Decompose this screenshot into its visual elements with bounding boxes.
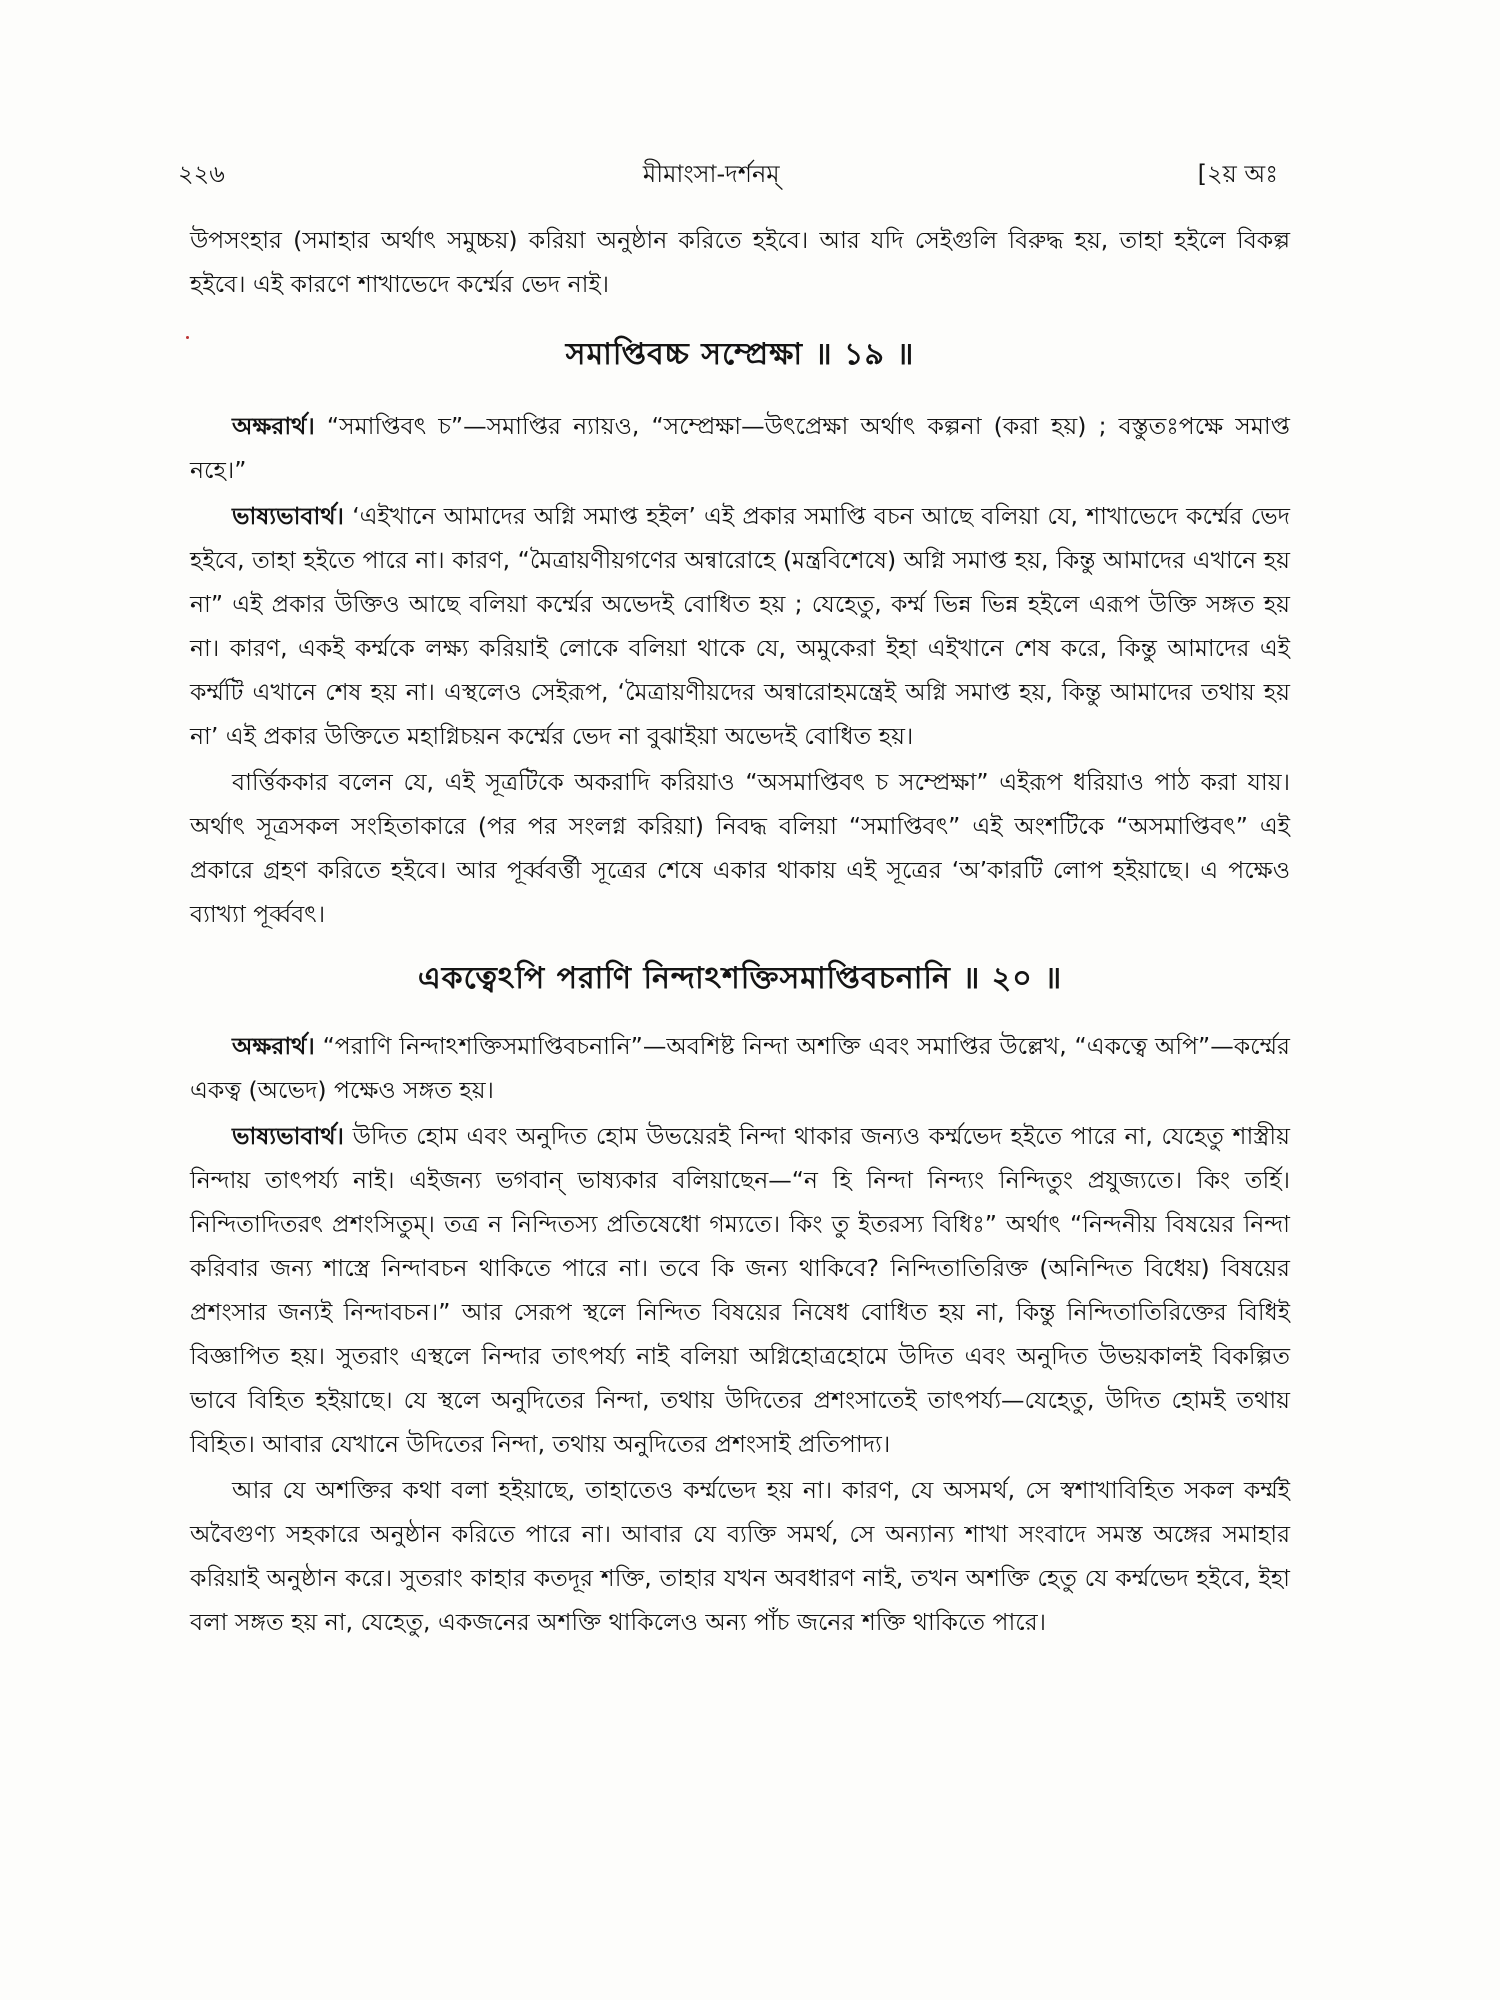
sutra-20-meaning	[190, 1024, 1290, 1112]
page-body	[190, 218, 1290, 1644]
sutra-19-heading: সমাপ্তিবচ্চ সম্প্রেক্ষা ॥ ১৯ ॥	[565, 337, 915, 372]
sutra-20-heading: একত্বেঽপি পরাণি নিন্দাঽশক্তিসমাপ্তিবচনানি ॥ ২০ ॥	[417, 961, 1063, 996]
bhashya-text: উদিত হোম এবং অনুদিত হোম উভয়েরই নিন্দা থাকার জন্যও কর্ম্মভেদ হইতে পারে না, যেহেতু শাস্ত্রীয় নিন্দায় তাৎপর্য্য নাই। এইজন্য ভগবান্ ভাষ্যকার বলিয়াছেন—“ন হি নিন্দা নিন্দ্যং নিন্দিতুং প্রযুজ্যতে। কিং তর্হি। নিন্দিতাদিতরৎ প্রশংসিতুম্। তত্র ন নিন্দিতস্য প্রতিষেধো গম্যতে। কিং তু ইতরস্য বিধিঃ” অর্থাৎ “নিন্দনীয় বিষয়ের নিন্দা করিবার জন্য শাস্ত্রে নিন্দাবচন থাকিতে পারে না। তবে কি জন্য থাকিবে? নিন্দিতাতিরিক্ত (অনিন্দিত বিধেয়) বিষয়ের প্রশংসার জন্যই নিন্দাবচন।” আর সেরূপ স্থলে নিন্দিত বিষয়ের নিষেধ বোধিত হয় না, কিন্তু নিন্দিতাতিরিক্তের বিধিই বিজ্ঞাপিত হয়। সুতরাং এস্থলে নিন্দার তাৎপর্য্য নাই বলিয়া অগ্নিহোত্রহোমে উদিত এবং অনুদিত উভয়কালই বিকল্পিত ভাবে বিহিত হইয়াছে। যে স্থলে অনুদিতের নিন্দা, তথায় উদিতের প্রশংসাতেই তাৎপর্য্য—যেহেতু, উদিত হোমই তথায় বিহিত। আবার যেখানে উদিতের নিন্দা, তথায় অনুদিতের প্রশংসাই প্রতিপাদ্য।	[190, 1122, 1290, 1458]
meaning-label: অক্ষরার্থ।	[232, 1032, 315, 1060]
bhashya-label: ভাষ্যভাবার্থ।	[232, 1122, 344, 1150]
bhashya-text: ‘এইখানে আমাদের অগ্নি সমাপ্ত হইল’ এই প্রকার সমাপ্তি বচন আছে বলিয়া যে, শাখাভেদে কর্ম্মের ভেদ হইবে, তাহা হইতে পারে না। কারণ, “মৈত্রায়ণীয়গণের অন্বারোহে (মন্ত্রবিশেষে) অগ্নি সমাপ্ত হয়, কিন্তু আমাদের এখানে হয় না” এই প্রকার উক্তিও আছে বলিয়া কর্ম্মের অভেদই বোধিত হয় ; যেহেতু, কর্ম্ম ভিন্ন ভিন্ন হইলে এরূপ উক্তি সঙ্গত হয় না। কারণ, একই কর্ম্মকে লক্ষ্য করিয়াই লোকে বলিয়া থাকে যে, অমুকেরা ইহা এইখানে শেষ করে, কিন্তু আমাদের এই কর্ম্মটি এখানে শেষ হয় না। এস্থলেও সেইরূপ, ‘মৈত্রায়ণীয়দের অন্বারোহমন্ত্রেই অগ্নি সমাপ্ত হয়, কিন্তু আমাদের তথায় হয় না’ এই প্রকার উক্তিতে মহাগ্নিচয়ন কর্ম্মের ভেদ না বুঝাইয়া অভেদই বোধিত হয়।	[190, 502, 1290, 750]
sutra-19-bhashya	[190, 494, 1290, 758]
meaning-label: অক্ষরার্থ।	[232, 412, 315, 440]
page-number: ২২৬	[178, 160, 225, 188]
sutra-19-vartika: বার্ত্তিককার বলেন যে, এই সূত্রটিকে অকরাদি করিয়াও “অসমাপ্তিবৎ চ সম্প্রেক্ষা” এইরূপ ধরিয়াও পাঠ করা যায়। অর্থাৎ সূত্রসকল সংহিতাকারে (পর পর সংলগ্ন করিয়া) নিবদ্ধ বলিয়া “সমাপ্তিবৎ” এই অংশটিকে “অসমাপ্তিবৎ” এই প্রকারে গ্রহণ করিতে হইবে। আর পূর্ব্ববর্ত্তী সূত্রের শেষে একার থাকায় এই সূত্রের ‘অ’কারটি লোপ হইয়াছে। এ পক্ষেও ব্যাখ্যা পূর্ব্ববৎ।	[190, 768, 1290, 928]
meaning-text: “পরাণি নিন্দাঽশক্তিসমাপ্তিবচনানি”—অবশিষ্ট নিন্দা অশক্তি এবং সমাপ্তির উল্লেখ, “একত্বে অপি”—কর্ম্মের একত্ব (অভেদ) পক্ষেও সঙ্গত হয়।	[190, 1032, 1290, 1104]
sutra-20-bhashya	[190, 1114, 1290, 1466]
sutra-20-ashakti: আর যে অশক্তির কথা বলা হইয়াছে, তাহাতেও কর্ম্মভেদ হয় না। কারণ, যে অসমর্থ, সে স্বশাখাবিহিত সকল কর্ম্মই অবৈগুণ্য সহকারে অনুষ্ঠান করিতে পারে না। আবার যে ব্যক্তি সমর্থ, সে অন্যান্য শাখা সংবাদে সমস্ত অঙ্গের সমাহার করিয়াই অনুষ্ঠান করে। সুতরাং কাহার কতদূর শক্তি, তাহার যখন অবধারণ নাই, তখন অশক্তি হেতু যে কর্ম্মভেদ হইবে, ইহা বলা সঙ্গত হয় না, যেহেতু, একজনের অশক্তি থাকিলেও অন্য পাঁচ জনের শক্তি থাকিতে পারে।	[190, 1476, 1290, 1636]
page-header	[178, 156, 1278, 196]
running-title: মীমাংসা-দর্শনম্	[642, 160, 780, 188]
print-speck	[186, 336, 189, 339]
bhashya-label: ভাষ্যভাবার্থ।	[232, 502, 344, 530]
chapter-marker: [২য় অঃ	[1197, 160, 1278, 188]
intro-paragraph: উপসংহার (সমাহার অর্থাৎ সমুচ্চয়) করিয়া অনুষ্ঠান করিতে হইবে। আর যদি সেইগুলি বিরুদ্ধ হয়, তাহা হইলে বিকল্প হইবে। এই কারণে শাখাভেদে কর্ম্মের ভেদ নাই।	[190, 226, 1290, 298]
meaning-text: “সমাপ্তিবৎ চ”—সমাপ্তির ন্যায়ও, “সম্প্রেক্ষা—উৎপ্রেক্ষা অর্থাৎ কল্পনা (করা হয়) ; বস্তুতঃপক্ষে সমাপ্ত নহে।”	[190, 412, 1290, 484]
sutra-19-meaning	[190, 404, 1290, 492]
